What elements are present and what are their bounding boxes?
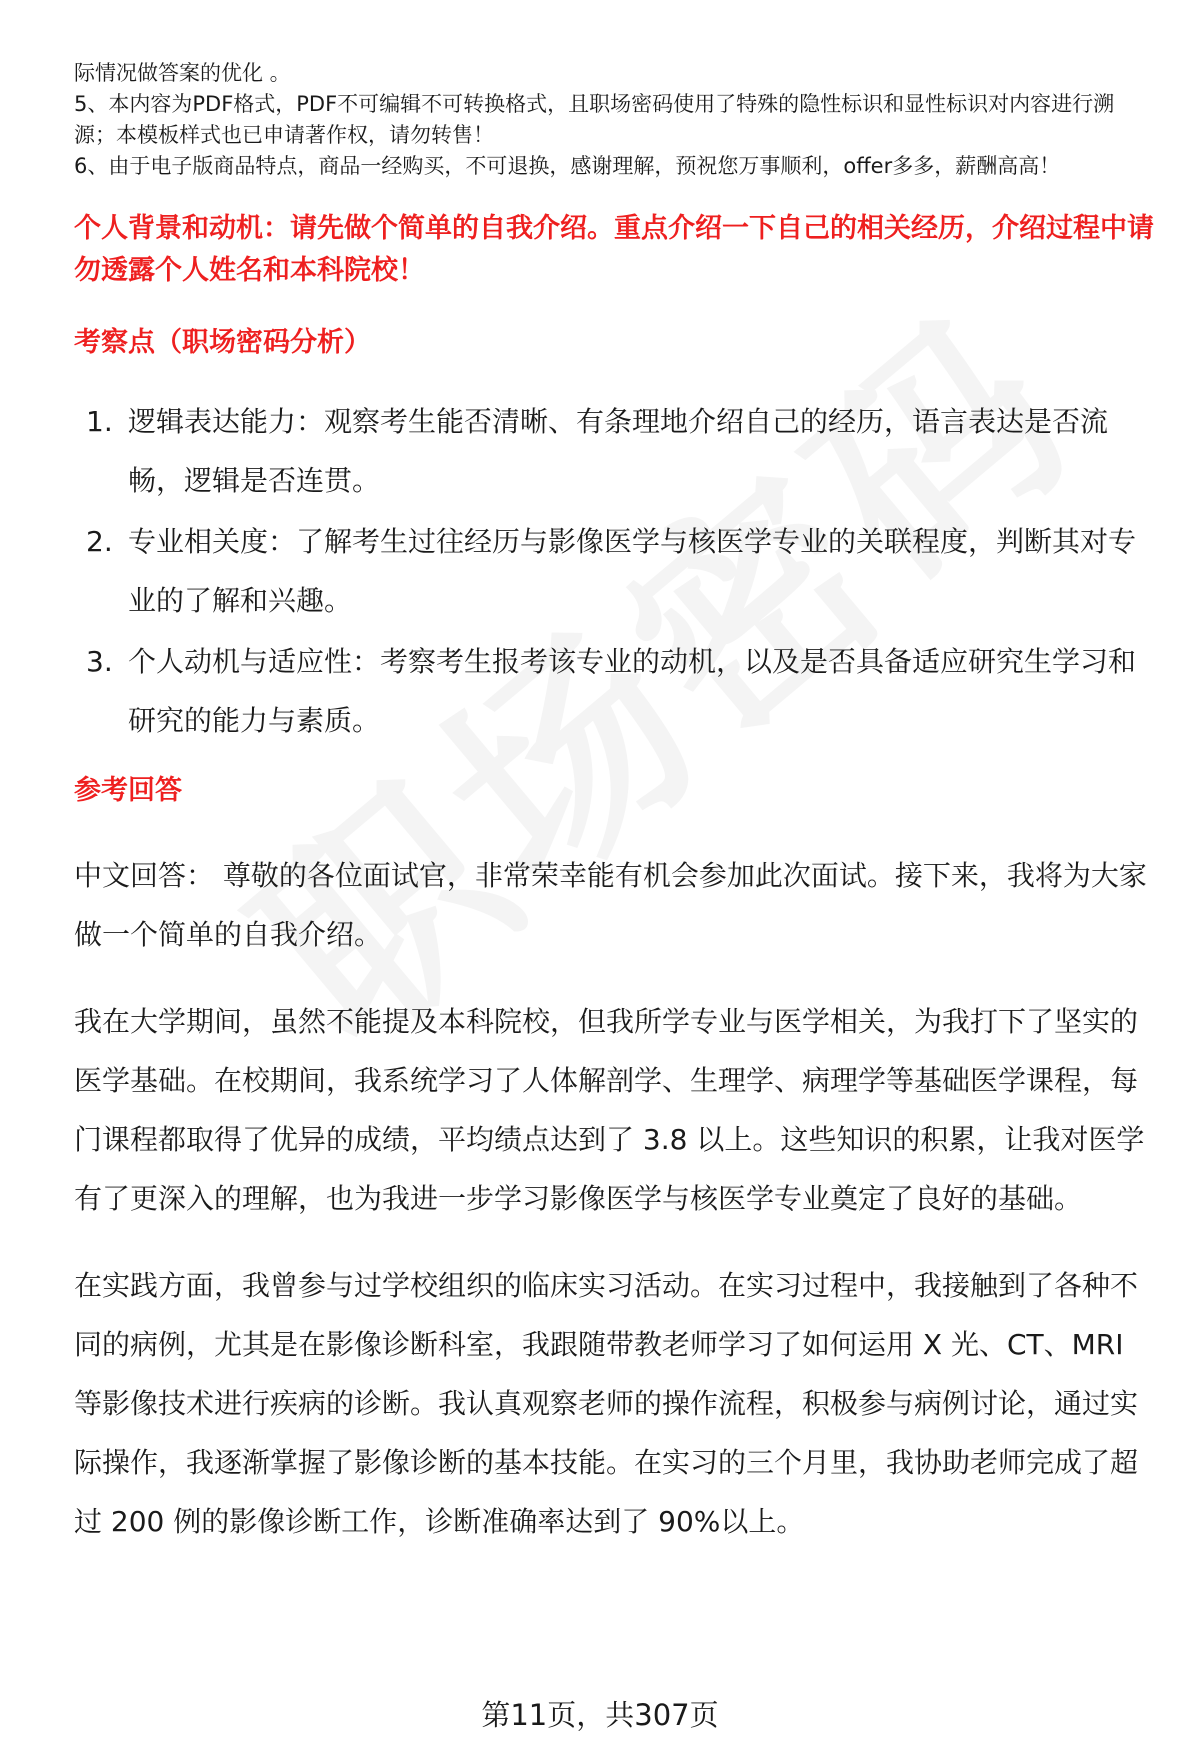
answer-paragraph-2: 我在大学期间，虽然不能提及本科院校，但我所学专业与医学相关，为我打下了坚实的医学基础。在校期间，我系统学习了人体解剖学、生理学、病理学等基础医学课程，每门课程都取得了优异的成绩，平均绩点达到了 3.8 以上。这些知识的积累，让我对医学有了更深入的理解，也为我进一步学习影像医学与核医学专业奠定了良好的基础。 bbox=[74, 1005, 1145, 1215]
question-heading: 个人背景和动机：请先做个简单的自我介绍。重点介绍一下自己的相关经历，介绍过程中请勿透露个人姓名和本科院校！ bbox=[74, 213, 1154, 286]
page-footer: 第11页，共307页 bbox=[481, 1698, 719, 1732]
focus-point-2 bbox=[74, 512, 1138, 630]
answer-title: 参考回答 bbox=[74, 775, 182, 806]
focus-point-number: 3. bbox=[86, 645, 113, 678]
focus-points-list bbox=[74, 392, 1154, 750]
focus-title: 考察点（职场密码分析） bbox=[74, 327, 371, 358]
focus-point-text: 逻辑表达能力：观察考生能否清晰、有条理地介绍自己的经历，语言表达是否流畅，逻辑是否连贯。 bbox=[128, 405, 1109, 497]
answer-paragraph-1: 中文回答： 尊敬的各位面试官，非常荣幸能有机会参加此次面试。接下来，我将为大家做一个简单的自我介绍。 bbox=[74, 859, 1147, 951]
note-line-2: 6、由于电子版商品特点，商品一经购买，不可退换，感谢理解，预祝您万事顺利，offer多多，薪酬高高！ bbox=[74, 154, 1061, 178]
note-line-1: 5、本内容为PDF格式，PDF不可编辑不可转换格式，且职场密码使用了特殊的隐性标识和显性标识对内容进行溯源；本模板样式也已申请著作权，请勿转售！ bbox=[74, 92, 1115, 147]
focus-point-3 bbox=[74, 632, 1138, 750]
focus-point-1 bbox=[74, 392, 1138, 510]
document-page bbox=[74, 58, 1154, 1551]
focus-point-number: 1. bbox=[86, 405, 113, 438]
focus-point-text: 专业相关度：了解考生过往经历与影像医学与核医学专业的关联程度，判断其对专业的了解和兴趣。 bbox=[128, 525, 1137, 617]
note-line-0: 际情况做答案的优化 。 bbox=[74, 61, 291, 85]
focus-point-number: 2. bbox=[86, 525, 113, 558]
focus-point-text: 个人动机与适应性：考察考生报考该专业的动机，以及是否具备适应研究生学习和研究的能力与素质。 bbox=[128, 645, 1137, 737]
answer-paragraph-3: 在实践方面，我曾参与过学校组织的临床实习活动。在实习过程中，我接触到了各种不同的病例，尤其是在影像诊断科室，我跟随带教老师学习了如何运用 X 光、CT、MRI 等影像技术进行疾病的诊断。我认真观察老师的操作流程，积极参与病例讨论，通过实际操作，我逐渐掌握了影像诊断的基本技能。在实习的三个月里，我协助老师完成了超过 200 例的影像诊断工作，诊断准确率达到了 90%以上。 bbox=[74, 1269, 1139, 1538]
